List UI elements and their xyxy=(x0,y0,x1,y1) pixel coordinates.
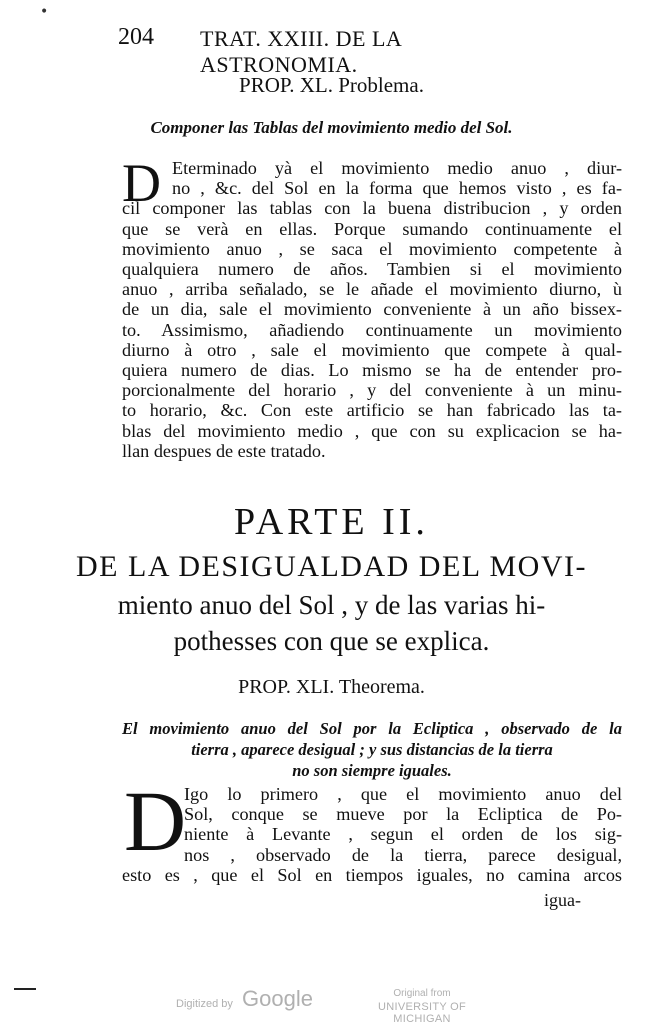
drop-cap-2: D xyxy=(124,773,187,869)
paragraph-line: anuo , arriba señalado, se le añade el movimiento diurno, ù xyxy=(122,279,622,300)
drop-cap-1: D xyxy=(122,153,161,213)
paragraph-2 xyxy=(122,784,622,885)
part-title-line: miento anuo del Sol , y de las varias hi- xyxy=(117,590,546,620)
part-title-line: DE LA DESIGUALDAD DEL MOVI- xyxy=(76,550,587,583)
paragraph-line: Igo lo primero , que el movimiento anuo del xyxy=(184,784,622,804)
paragraph-line: esto es , que el Sol en tiempos iguales, no camina arcos xyxy=(122,864,622,885)
paragraph-line: nos , observado de la tierra, parece desigual, xyxy=(184,844,622,865)
paragraph-line: Eterminado yà el movimiento medio anuo , diur- xyxy=(172,158,622,178)
paragraph-line: Sol, conque se mueve por la Ecliptica de Po- xyxy=(184,804,622,825)
running-head: TRAT. XXIII. DE LA ASTRONOMIA. xyxy=(200,26,402,77)
paragraph-line: movimiento anuo , se saca el movimiento competente à xyxy=(122,238,622,259)
digitization-footer xyxy=(0,984,663,1024)
paragraph-line: llan despues de este tratado. xyxy=(122,440,326,461)
paragraph-line: blas del movimiento medio , que con su explicacion se ha- xyxy=(122,420,622,441)
prop-xl-title: PROP. XL. Problema. xyxy=(239,73,424,97)
subtitle-line: no son siempre iguales. xyxy=(292,761,452,780)
page-header xyxy=(118,24,548,77)
page-number: 204 xyxy=(118,24,154,50)
paragraph-line: niente à Levante , segun el orden de los sig- xyxy=(184,824,622,845)
paragraph-line: no , &c. del Sol en la forma que hemos visto , es fa- xyxy=(172,178,622,199)
paragraph-line: to. Assimismo, añadiendo continuamente un movimiento xyxy=(122,319,622,340)
prop-xli-title: PROP. XLI. Theorema. xyxy=(238,676,425,698)
paragraph-1 xyxy=(122,153,622,461)
part-heading: PARTE II. xyxy=(234,501,429,543)
paragraph-line: diurno à otro , sale el movimiento que compete à qual- xyxy=(122,339,622,360)
catchword: igua- xyxy=(544,890,581,910)
paragraph-line: cil componer las tablas con la buena distribucion , y orden xyxy=(122,198,622,219)
paragraph-line: porcionalmente del horario , y del conveniente à un minu- xyxy=(122,380,622,401)
original-from-label: Original from xyxy=(393,988,451,999)
subtitle-line: tierra , aparece desigual ; y sus distancias de la tierra xyxy=(191,740,553,759)
paragraph-line: to horario, &c. Con este artificio se han fabricado las ta- xyxy=(122,400,622,421)
paragraph-line: que se verà en ellas. Porque sumando continuamente el xyxy=(122,218,622,239)
paragraph-line: de un dia, sale el movimiento conveniente à un año bissex- xyxy=(122,299,622,320)
corner-dot: • xyxy=(40,4,49,20)
digitized-by-label: Digitized by xyxy=(176,998,233,1010)
subtitle-line: El movimiento anuo del Sol por la Ecliptica , observado de la xyxy=(122,719,622,738)
paragraph-line: quiera numero de dias. Lo mismo se ha de entender pro- xyxy=(122,360,622,381)
google-logo: Google xyxy=(242,986,313,1011)
paragraph-line: qualquiera numero de años. Tambien si el movimiento xyxy=(122,259,622,280)
university-label: UNIVERSITY OF MICHIGAN xyxy=(377,1001,467,1025)
prop-xl-subtitle: Componer las Tablas del movimiento medio del Sol. xyxy=(150,118,513,137)
prop-xli-subtitle xyxy=(122,718,622,781)
part-title-line: pothesses con que se explica. xyxy=(173,626,490,656)
